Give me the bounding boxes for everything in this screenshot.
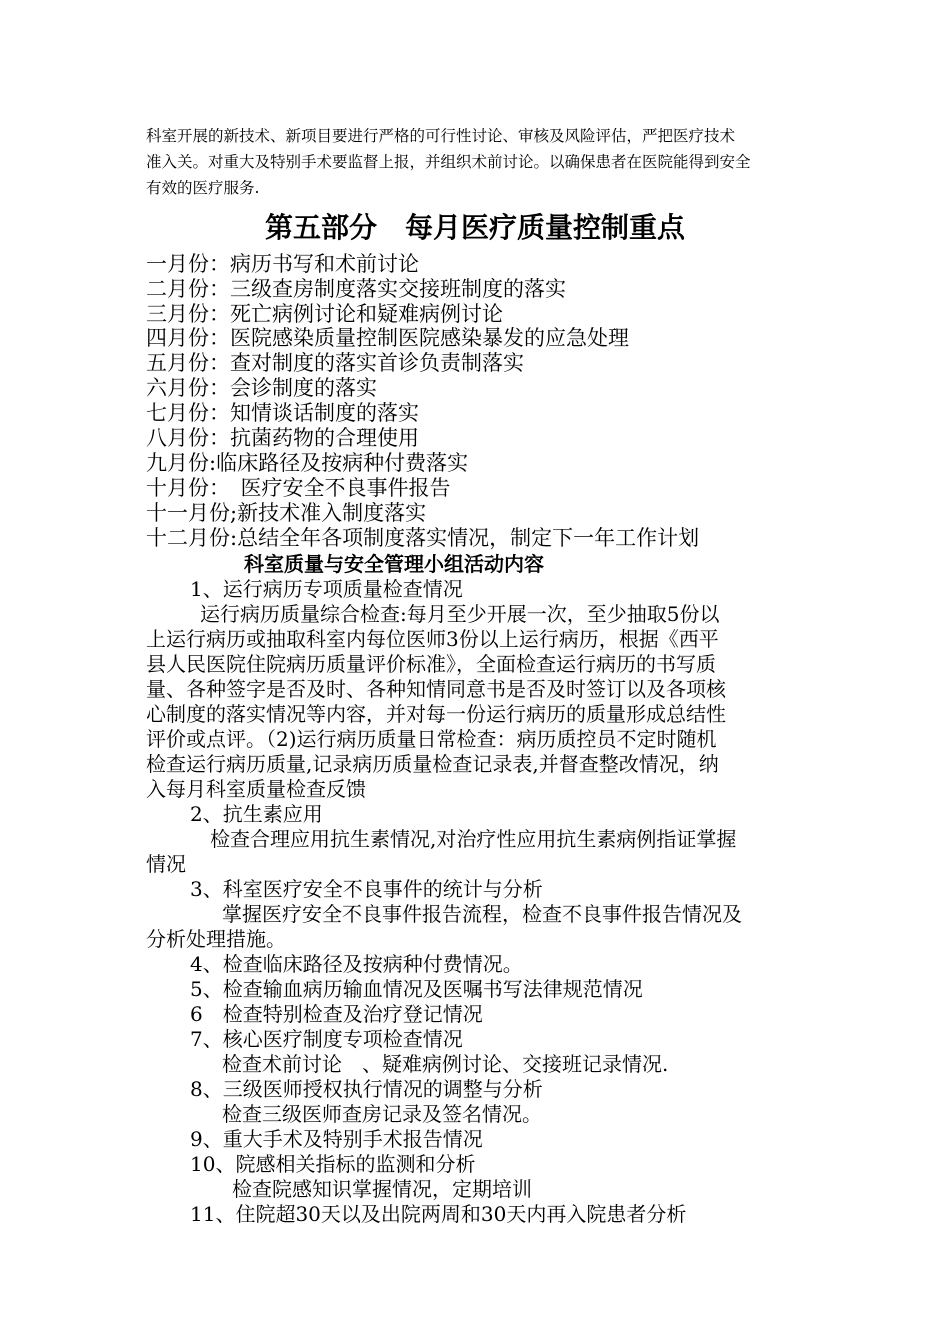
item-text: 县人民医院住院病历质量评价标准》，全面检查运行病历的书写质	[146, 652, 716, 676]
item-text: 心制度的落实情况等内容，并对每一份运行病历的质量形成总结性	[146, 702, 726, 726]
month-item: 五月份：查对制度的落实首诊负责制落实	[146, 351, 524, 375]
intro-line: 有效的医疗服务.	[146, 179, 260, 197]
item-heading: 10、院感相关指标的监测和分析	[190, 1152, 476, 1176]
item-text: 检查三级医师查房记录及签名情况。	[222, 1102, 542, 1126]
item-text: 量、各种签字是否及时、各种知情同意书是否及时签订以及各项核	[146, 677, 726, 701]
subsection-title: 科室质量与安全管理小组活动内容	[244, 552, 544, 576]
month-item: 二月份：三级查房制度落实交接班制度的落实	[146, 277, 566, 301]
item-text: 掌握医疗安全不良事件报告流程，检查不良事件报告情况及	[222, 902, 742, 926]
item-text: 评价或点评。（2)运行病历质量日常检查：病历质控员不定时随机	[146, 727, 717, 751]
item-text: 检查术前讨论 、疑难病例讨论、交接班记录情况.	[222, 1052, 669, 1076]
item-text: 入每月科室质量检查反馈	[146, 777, 366, 801]
section-title: 第五部分 每月医疗质量控制重点	[264, 211, 685, 244]
item-text: 情况	[146, 852, 186, 876]
intro-line: 准入关。对重大及特别手术要监督上报，并组织术前讨论。以确保患者在医院能得到安全	[146, 153, 751, 171]
item-heading: 4、检查临床路径及按病种付费情况。	[190, 952, 523, 976]
item-text: 检查运行病历质量,记录病历质量检查记录表,并督查整改情况，纳	[146, 752, 719, 776]
month-item: 一月份：病历书写和术前讨论	[146, 252, 419, 276]
item-heading: 11、住院超30天以及出院两周和30天内再入院患者分析	[190, 1202, 687, 1226]
item-heading: 1、运行病历专项质量检查情况	[190, 577, 463, 601]
item-heading: 6 检查特别检查及治疗登记情况	[190, 1002, 483, 1026]
month-item: 三月份：死亡病例讨论和疑难病例讨论	[146, 302, 503, 326]
item-text: 检查合理应用抗生素情况,对治疗性应用抗生素病例指证掌握	[210, 827, 737, 851]
month-item: 十月份： 医疗安全不良事件报告	[146, 476, 451, 500]
item-heading: 9、重大手术及特别手术报告情况	[190, 1127, 483, 1151]
month-item: 四月份：医院感染质量控制医院感染暴发的应急处理	[146, 326, 629, 350]
item-text: 运行病历质量综合检查:每月至少开展一次，至少抽取5份以	[200, 602, 720, 626]
item-text: 检查院感知识掌握情况，定期培训	[232, 1177, 532, 1201]
item-text: 分析处理措施。	[146, 927, 286, 951]
item-heading: 5、检查输血病历输血情况及医嘱书写法律规范情况	[190, 977, 643, 1001]
month-item: 六月份：会诊制度的落实	[146, 376, 377, 400]
month-item: 九月份:临床路径及按病种付费落实	[146, 451, 469, 475]
month-item: 十二月份:总结全年各项制度落实情况，制定下一年工作计划	[146, 526, 700, 550]
item-heading: 2、抗生素应用	[190, 802, 323, 826]
item-heading: 8、三级医师授权执行情况的调整与分析	[190, 1077, 543, 1101]
month-item: 十一月份;新技术准入制度落实	[146, 501, 427, 525]
item-heading: 3、科室医疗安全不良事件的统计与分析	[190, 877, 543, 901]
month-item: 八月份：抗菌药物的合理使用	[146, 426, 419, 450]
month-item: 七月份：知情谈话制度的落实	[146, 401, 419, 425]
intro-line: 科室开展的新技术、新项目要进行严格的可行性讨论、审核及风险评估，严把医疗技术	[146, 127, 736, 145]
item-text: 上运行病历或抽取科室内每位医师3份以上运行病历，根据《西平	[146, 627, 719, 651]
item-heading: 7、核心医疗制度专项检查情况	[190, 1027, 463, 1051]
